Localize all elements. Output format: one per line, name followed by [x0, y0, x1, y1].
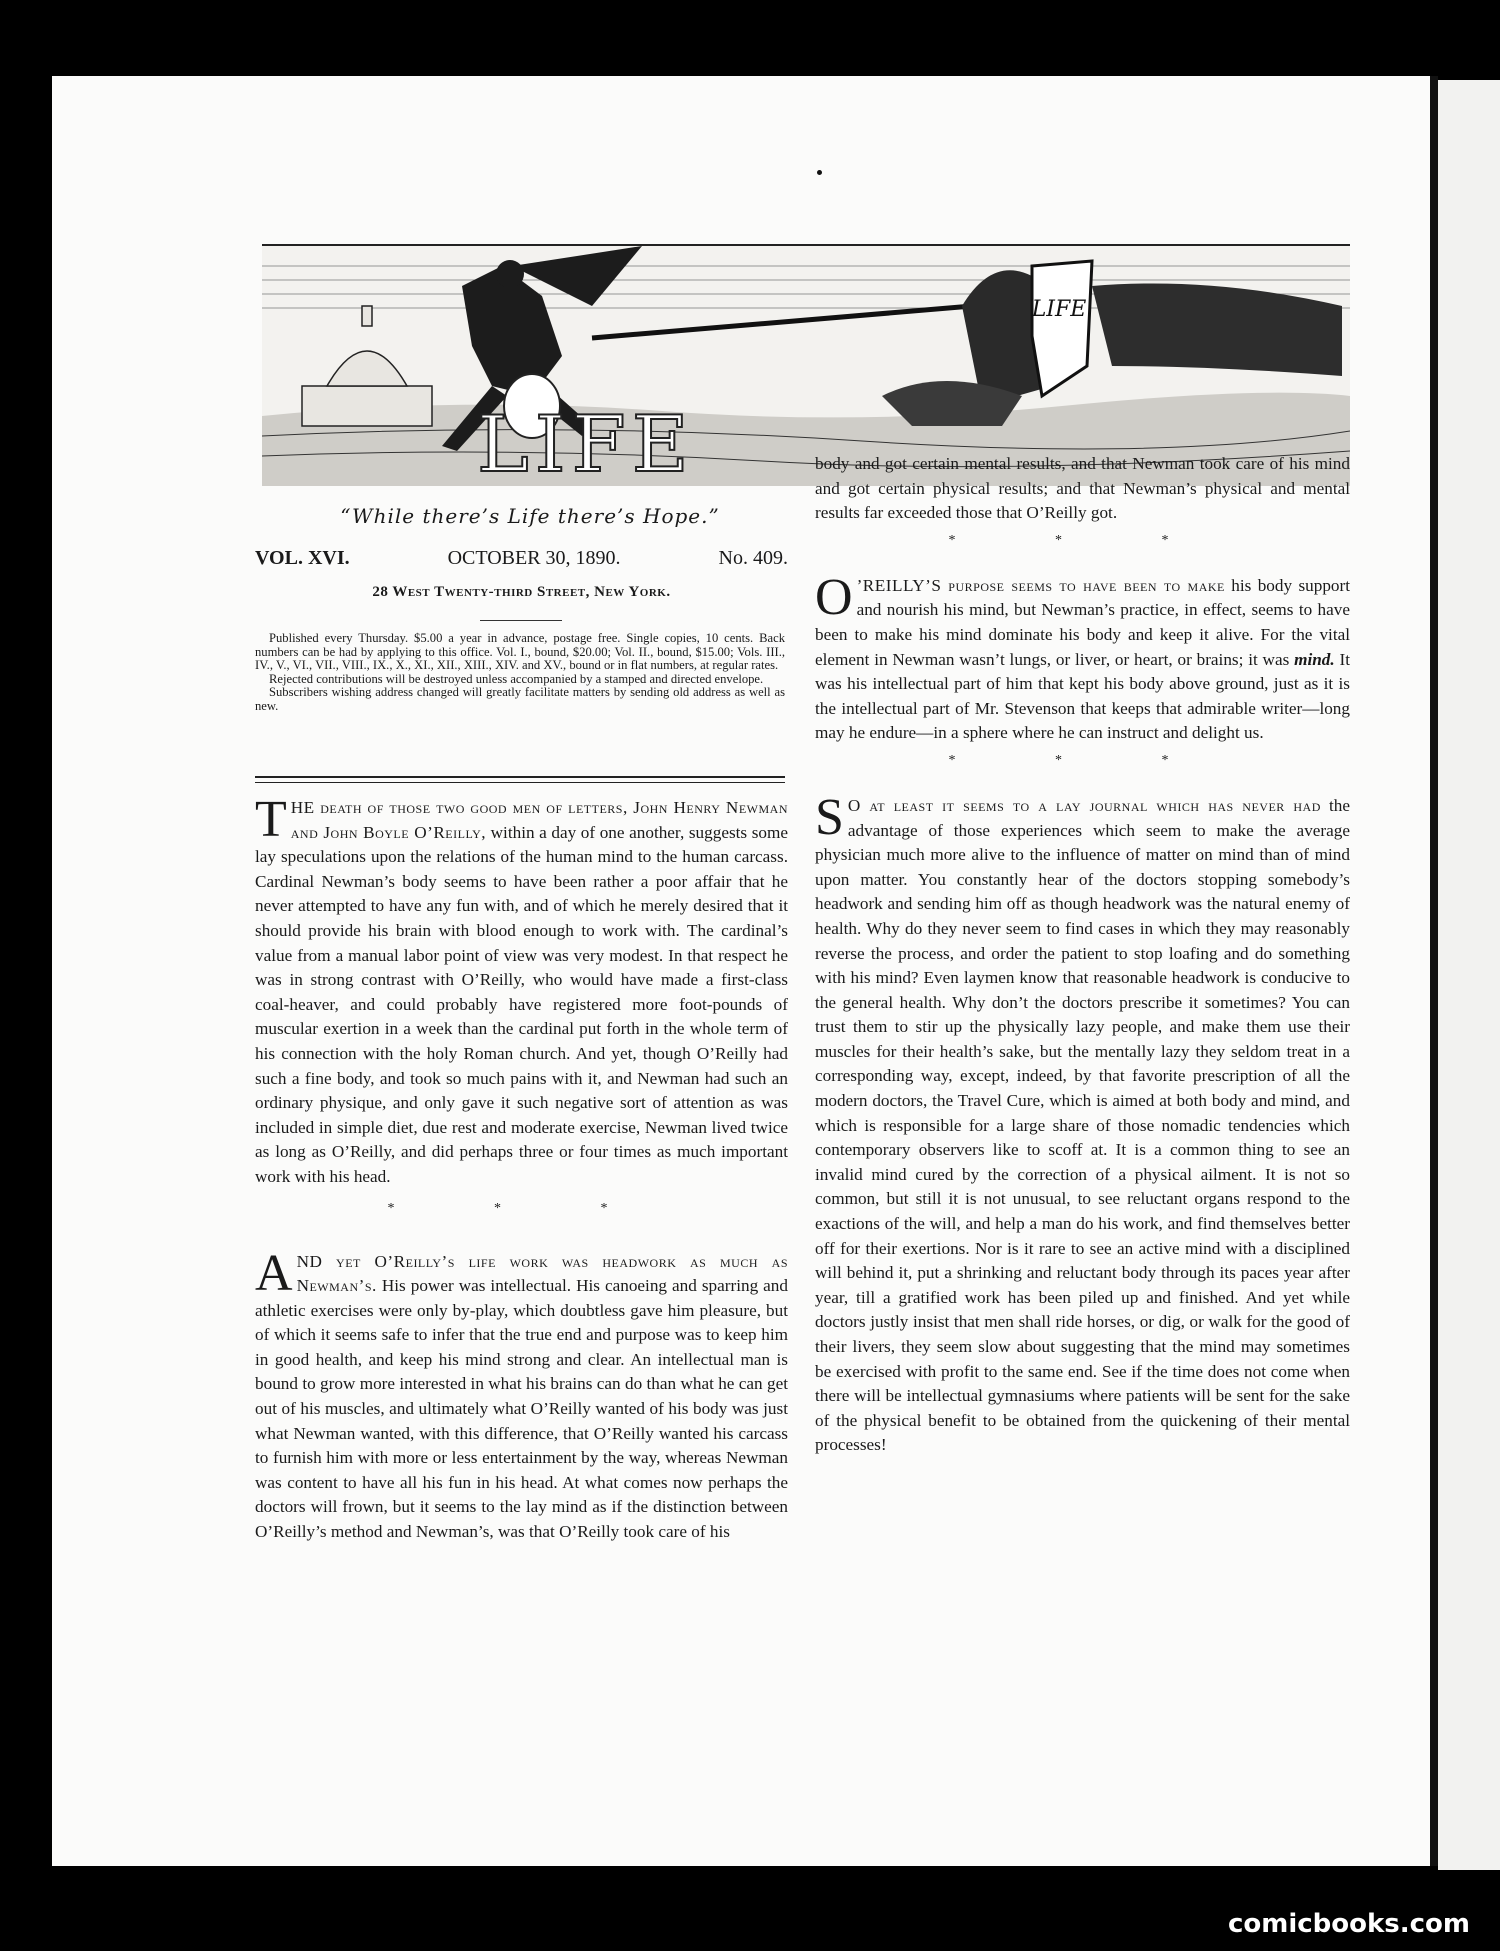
- section-separator: * * *: [948, 532, 1217, 548]
- section-separator: * * *: [948, 752, 1217, 768]
- paragraph-text: within a day of one another, suggests some lay speculations upon the relations of the human mind to the human carcass. Cardinal Newman’s body seems to have been rather a poor affair that he never attempted to have any fun with, and of which he merely desired that it should provide his brain with blood enough to work with. The cardinal’s value from a manual labor point of view was very modest. In that respect he was in strong contrast with O’Reilly, who would have made a first-class coal-heaver, and could probably have registered more foot-pounds of muscular exertion in a week than the cardinal put forth in the whole term of his connection with the holy Roman church. And yet, though O’Reilly had such a fine body, and took so much pains with it, and Newman had such an ordinary physique, and only gave it such negative sort of attention as was included in simple diet, due rest and moderate exercise, Newman lived twice as long as O’Reilly, and did perhaps three or four times as much important work with his head.: [255, 822, 788, 1186]
- drop-cap: T: [255, 791, 287, 848]
- paragraph-lead: O at least it seems to a lay journal which has never had: [847, 795, 1321, 815]
- article-right-column: [815, 452, 1350, 1458]
- paragraph-lead: HE death of those two good men of letters, John Henry Newman and John Boyle O’Reilly,: [290, 798, 788, 842]
- paragraph-lead: ND yet O’Reilly’s life work was headwork as much as Newman’s.: [296, 1251, 788, 1296]
- adjacent-page-edge: [1438, 80, 1500, 1870]
- drop-cap: A: [255, 1244, 293, 1302]
- paragraph-text-continued: It was his intellectual part of him that kept his body above ground, just as it is the intellectual part of Mr. Stevenson that keeps that admirable writer—long may he endure—in a sphere where he can instruct and delight us.: [815, 649, 1350, 743]
- paragraph-text: His power was intellectual. His canoeing and sparring and athletic exercises were only by-play, which doubtless gave him pleasure, but of which it seems safe to infer that the true end and purpose was to keep him in good health, and keep his mind strong and clear. An intellectual man is bound to grow more interested in what his brains can do than what he can get out of his muscles, and ultimately what O’Reilly wanted of his body was just what Newman wanted, with this difference, that O’Reilly wanted his carcass to furnish him with more or less entertainment by the way, whereas Newman was content to have all his fun in his head. At what comes now perhaps the doctors will frown, but it seems to the lay mind as if the distinction between O’Reilly’s method and Newman’s, was that O’Reilly took care of his: [255, 1276, 788, 1542]
- paragraph-lead: ’REILLY’S purpose seems to have been to make: [856, 575, 1225, 595]
- emphasis-mind: mind.: [1294, 649, 1335, 669]
- issue-line: [255, 547, 788, 570]
- drop-cap: O: [815, 568, 853, 626]
- site-watermark: comicbooks.com: [1227, 1909, 1470, 1939]
- issue-date: OCTOBER 30, 1890.: [447, 547, 621, 569]
- short-rule: [480, 620, 562, 621]
- volume-number: VOL. XVI.: [255, 547, 350, 569]
- office-address: 28 West Twenty-third Street, New York.: [372, 584, 671, 600]
- paragraph-text: the advantage of those experiences which seem to make the average physician much more alive to the influence of matter on mind than of mind upon matter. You constantly hear of the doctors stopping somebody’s headwork and sending him off as though headwork was the natural enemy of health. Why do they never seem to find cases in which they may reasonably reverse the process, and order the patient to stop loafing and do something with his mind? Even laymen know that reasonable headwork is conducive to the general health. Why don’t the doctors prescribe it sometimes? You can trust them to stir up the physically lazy people, and make them use their muscles for their health’s sake, but the mentally lazy they seldom treat in a corresponding way, except, indeed, by that favorite prescription of all the modern doctors, the Travel Cure, which is aimed at both body and mind, and which is responsible for a large share of those nomadic tendencies which contemporary observers like to scoff at. It is a common thing to see an invalid mind cured by the correction of a physical ailment. It is not so common, but still it is not unusual, to see reluctant organs respond to the exactions of the will, and help a man do his work, and find themselves better off for their exertions. Nor is it rare to see an active mind with a disciplined will behind it, put a shrinking and reluctant body through its paces year after year, till a gratified work has been piled up and finished. And yet while doctors justly insist that men shall ride horses, or dig, or walk for the good of their livers, they seem slow about suggesting that the mind may sometimes be exercised with profit to the same end. See if the time does not come when there will be intellectual gymnasiums where patients will be sent for the sake of the physical benefit to be obtained from the quickening of their mental processes!: [815, 795, 1351, 1455]
- masthead-drawing: [262, 246, 1350, 486]
- masthead-illustration: [262, 244, 1350, 486]
- subscription-terms: Published every Thursday. $5.00 a year in advance, postage free. Single copies, 10 cents. Back numbers can be had by applying to this office. Vol. I., bound, $20.00; Vol. II., bound, $15.00; Vols. III., IV., V., VI., VII., VIII., IX., X., XI., XII., XIII., XIV. and XV., bound or in flat numbers, at regular rates.: [255, 631, 785, 673]
- contributions-note: Rejected contributions will be destroyed unless accompanied by a stamped and directed envelope.: [269, 671, 764, 686]
- article-paragraph-1: [255, 791, 788, 1190]
- page-mark: [817, 170, 822, 175]
- masthead-title: LIFE: [477, 400, 695, 486]
- address-change-note: Subscribers wishing address changed will greatly facilitate matters by sending old address as well as new.: [255, 685, 785, 713]
- article-left-column: [255, 791, 788, 1545]
- page-gutter: [1430, 76, 1438, 1866]
- paragraph-text: his body support and nourish his mind, but Newman’s practice, in effect, seems to have been to make his mind dominate his body and keep it alive. For the vital element in Newman wasn’t lungs, or liver, or heart, or brains; it was: [815, 575, 1351, 669]
- double-rule: [255, 776, 785, 783]
- article-paragraph-2: [255, 1244, 788, 1545]
- article-paragraph-3: [815, 568, 1351, 746]
- drop-cap: S: [815, 788, 844, 846]
- issue-number: No. 409.: [718, 547, 788, 569]
- shield-text: LIFE: [1031, 297, 1087, 322]
- masthead-motto: “While there’s Life there’s Hope.”: [340, 504, 720, 528]
- section-separator: * * *: [387, 1200, 656, 1216]
- article-paragraph-2-continued: body and got certain mental results, and that Newman took care of his mind and got certain physical results; and that Newman’s physical and mental results far exceeded those that O’Reilly got.: [815, 454, 1350, 523]
- article-paragraph-4: [815, 788, 1351, 1458]
- publication-info: [255, 632, 785, 714]
